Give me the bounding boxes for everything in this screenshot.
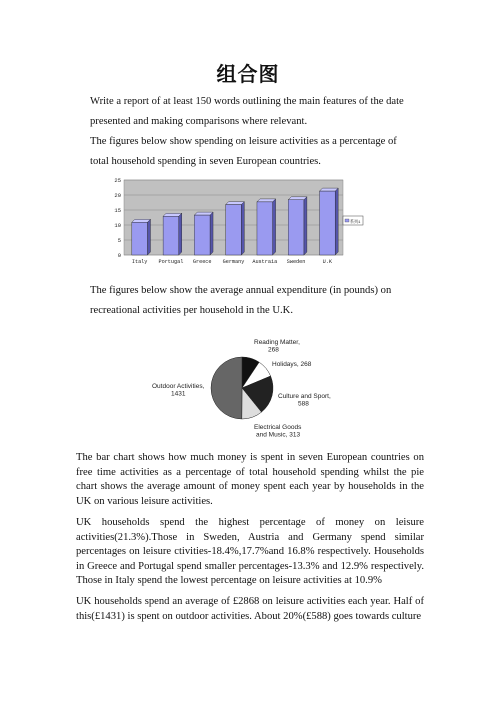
pie-slice bbox=[211, 357, 242, 419]
intro-line: The figures below show spending on leisure activities as a percentage of bbox=[90, 136, 397, 147]
pie-intro-line: recreational activities per household in the U.K. bbox=[90, 305, 293, 316]
bar-side bbox=[304, 197, 307, 255]
pie-label-outdoor: Outdoor Activities, 1431 bbox=[152, 383, 205, 398]
bar-side bbox=[210, 212, 213, 255]
y-tick-label: 25 bbox=[114, 177, 121, 184]
y-tick-label: 10 bbox=[114, 222, 121, 229]
bar bbox=[132, 222, 148, 255]
y-tick-label: 15 bbox=[114, 207, 121, 214]
pie-intro-paragraph bbox=[90, 281, 410, 321]
bar-top bbox=[194, 212, 213, 215]
bar-side bbox=[335, 188, 338, 255]
x-tick-label: Portugal bbox=[158, 259, 184, 265]
bar-top bbox=[226, 202, 245, 205]
body-paragraph-1: The bar chart shows how much money is spent in seven European countries on free time activities as a percentage of total household spending whilst the pie chart shows the average amount of money spent each year by households in the UK on various leisure activities. bbox=[76, 452, 424, 507]
legend-label: 系列1 bbox=[350, 221, 361, 225]
bar-side bbox=[179, 213, 182, 255]
intro-paragraph bbox=[90, 92, 410, 172]
bar bbox=[257, 202, 273, 255]
x-axis-ticks bbox=[132, 259, 333, 265]
x-tick-label: Greece bbox=[192, 259, 212, 265]
bar bbox=[226, 205, 242, 255]
intro-line: total household spending in seven European countries. bbox=[90, 156, 321, 167]
pie-label-electrical: Electrical Goods and Music, 313 bbox=[254, 424, 302, 439]
intro-line: Write a report of at least 150 words outlining the main features of the date bbox=[90, 96, 404, 107]
pie-label-culture: Culture and Sport, 588 bbox=[278, 393, 331, 408]
bar bbox=[163, 216, 179, 255]
body-paragraph-2: UK households spend the highest percentage of money on leisure activities(21.3%).Those in Sweden, Austria and Germany spend similar percentages on leisure ctivities-18.4%,17.7%and 16.8% respectively. Households in Greece and Portugal spend smaller percentages-13.3% and 12.9% respectively. Those in Italy spend the lowest percentage on leisure activities at 10.9% bbox=[76, 517, 424, 587]
pie-slices bbox=[211, 357, 273, 419]
y-axis-ticks bbox=[114, 177, 121, 259]
x-tick-label: Italy bbox=[131, 259, 148, 265]
bar-top bbox=[132, 219, 151, 222]
y-tick-label: 0 bbox=[117, 252, 121, 259]
x-tick-label: U.K bbox=[322, 259, 333, 265]
intro-line: presented and making comparisons where relevant. bbox=[90, 116, 308, 127]
bar-side bbox=[273, 199, 276, 255]
pie-chart bbox=[150, 332, 350, 444]
y-tick-label: 5 bbox=[117, 237, 121, 244]
bar bbox=[320, 191, 336, 255]
bar-top bbox=[320, 188, 339, 191]
bar bbox=[194, 215, 210, 255]
x-tick-label: Austraia bbox=[252, 259, 278, 265]
pie-intro-line: The figures below show the average annual expenditure (in pounds) on bbox=[90, 285, 392, 296]
bar-side bbox=[147, 219, 150, 255]
y-tick-label: 20 bbox=[114, 192, 121, 199]
x-tick-label: Sweden bbox=[286, 259, 306, 265]
bar bbox=[288, 200, 304, 255]
bar-side bbox=[241, 202, 244, 255]
page-title: 组合图 bbox=[216, 62, 280, 86]
bar-top bbox=[163, 213, 182, 216]
x-tick-label: Germany bbox=[222, 259, 245, 265]
body-paragraph-3: UK households spend an average of £2868 on leisure activities each year. Half of this(£1431) is spent on outdoor activities. About 20%(£588) goes towards culture bbox=[76, 596, 424, 622]
pie-label-reading: Reading Matter, 268 bbox=[254, 339, 300, 354]
pie-label-holidays: Holidays, 268 bbox=[272, 361, 312, 368]
bar-top bbox=[257, 199, 276, 202]
bar-top bbox=[288, 197, 307, 200]
chart-legend bbox=[343, 216, 363, 225]
bar-chart bbox=[100, 173, 370, 268]
